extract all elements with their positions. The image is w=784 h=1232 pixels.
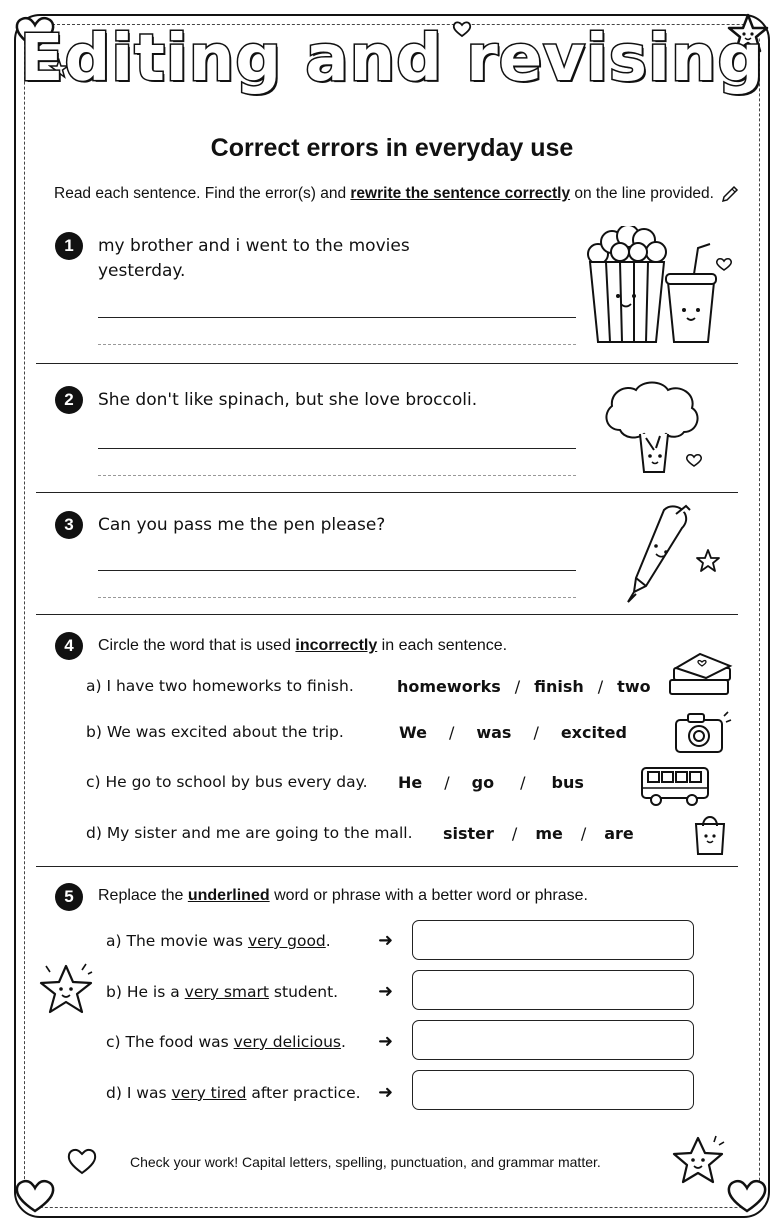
item-text-end: . xyxy=(325,932,331,950)
item-text-end: . xyxy=(341,1033,346,1051)
page-subtitle: Correct errors in everyday use xyxy=(210,134,574,162)
question-number: 1 xyxy=(55,232,83,260)
soda-cup-icon xyxy=(666,244,716,342)
question-number: 3 xyxy=(55,511,83,539)
section-divider xyxy=(36,614,738,615)
arrow-icon: ➜ xyxy=(378,1031,394,1052)
choice-separator: / xyxy=(444,773,450,792)
heart-icon xyxy=(726,1176,768,1216)
section-5-text: Replace the xyxy=(98,887,188,904)
answer-line-1[interactable] xyxy=(98,317,576,318)
answer-guide-line-3 xyxy=(98,597,576,598)
question-number: 4 xyxy=(55,632,83,660)
arrow-icon: ➜ xyxy=(378,930,394,951)
choice-word[interactable]: We xyxy=(399,723,427,742)
item-text-end: student. xyxy=(268,983,339,1001)
section-4-choices-c xyxy=(398,773,584,792)
item-text: b) He is a xyxy=(106,983,185,1001)
section-5-item-a xyxy=(106,932,331,950)
shopping-bag-icon xyxy=(690,808,730,858)
section-4-item-b: b) We was excited about the trip. xyxy=(86,723,344,741)
section-5-text-end: word or phrase with a better word or phrase. xyxy=(269,887,588,904)
question-3-text: Can you pass me the pen please? xyxy=(98,515,386,535)
choice-word[interactable]: was xyxy=(476,723,512,742)
choice-word[interactable]: two xyxy=(617,677,651,696)
camera-icon xyxy=(672,710,732,756)
instructions xyxy=(54,184,734,204)
section-4-item-c: c) He go to school by bus every day. xyxy=(86,773,368,791)
item-text: c) The food was xyxy=(106,1033,234,1051)
section-4-text-end: in each sentence. xyxy=(377,637,508,654)
popcorn-icon xyxy=(584,226,736,348)
section-4-item-d: d) My sister and me are going to the mall. xyxy=(86,824,413,842)
choice-word[interactable]: me xyxy=(535,824,563,843)
question-1-text xyxy=(98,234,410,284)
choice-word[interactable]: sister xyxy=(443,824,494,843)
broccoli-icon xyxy=(600,378,710,482)
choice-separator: / xyxy=(520,773,526,792)
section-5-emphasis: underlined xyxy=(187,887,270,904)
answer-box-b[interactable] xyxy=(412,970,694,1010)
section-4-choices-a xyxy=(397,677,651,696)
question-1-line-2: yesterday. xyxy=(98,261,186,281)
bus-icon xyxy=(638,762,714,810)
underlined-phrase: very smart xyxy=(184,983,269,1001)
section-4-choices-b xyxy=(399,723,627,742)
star-icon xyxy=(670,1132,728,1188)
star-icon xyxy=(36,958,98,1020)
choice-separator: / xyxy=(448,723,455,742)
section-divider xyxy=(36,866,738,867)
section-divider xyxy=(36,363,738,364)
section-divider xyxy=(36,492,738,493)
answer-box-c[interactable] xyxy=(412,1020,694,1060)
item-text: a) The movie was xyxy=(106,932,248,950)
question-number: 5 xyxy=(55,883,83,911)
choice-word[interactable]: He xyxy=(398,773,423,792)
section-5-item-c xyxy=(106,1033,346,1051)
question-2-text: She don't like spinach, but she love broccoli. xyxy=(98,390,478,410)
answer-line-3[interactable] xyxy=(98,570,576,571)
page-title: Editing and revising xyxy=(19,22,765,96)
section-4-emphasis: incorrectly xyxy=(295,637,378,654)
answer-box-d[interactable] xyxy=(412,1070,694,1110)
underlined-phrase: very delicious xyxy=(233,1033,342,1051)
choice-word[interactable]: are xyxy=(604,824,634,843)
arrow-icon: ➜ xyxy=(378,981,394,1002)
underlined-phrase: very good xyxy=(247,932,326,950)
choice-separator: / xyxy=(533,723,539,742)
section-5-item-b xyxy=(106,983,338,1001)
choice-separator: / xyxy=(511,824,518,843)
choice-word[interactable]: bus xyxy=(551,773,584,792)
choice-word[interactable]: go xyxy=(471,773,495,792)
section-5-item-d xyxy=(106,1084,361,1102)
question-1-line-1: my brother and i went to the movies xyxy=(98,236,410,256)
section-4-instructions xyxy=(98,637,507,655)
answer-guide-line-1 xyxy=(98,344,576,345)
choice-separator: / xyxy=(597,677,604,696)
underlined-phrase: very tired xyxy=(171,1084,247,1102)
pen-icon xyxy=(616,502,726,606)
question-number: 2 xyxy=(55,386,83,414)
instructions-emphasis: rewrite the sentence correctly xyxy=(350,185,571,203)
section-4-choices-d xyxy=(443,824,634,843)
books-icon xyxy=(664,648,736,700)
item-text-end: after practice. xyxy=(246,1084,361,1102)
section-4-item-a: a) I have two homeworks to finish. xyxy=(86,677,354,695)
choice-word[interactable]: excited xyxy=(560,723,627,742)
heart-icon xyxy=(66,1146,98,1176)
choice-word[interactable]: finish xyxy=(534,677,584,696)
choice-separator: / xyxy=(580,824,587,843)
section-5-instructions xyxy=(98,887,588,905)
answer-guide-line-2 xyxy=(98,475,576,476)
item-text: d) I was xyxy=(106,1084,172,1102)
answer-box-a[interactable] xyxy=(412,920,694,960)
instructions-text-end: on the line provided. xyxy=(570,185,714,203)
choice-separator: / xyxy=(514,677,521,696)
footer-note: Check your work! Capital letters, spelling, punctuation, and grammar matter. xyxy=(130,1154,601,1170)
instructions-text: Read each sentence. Find the error(s) and xyxy=(54,185,351,203)
heart-icon xyxy=(14,1176,56,1216)
pencil-icon xyxy=(720,184,740,204)
section-4-text: Circle the word that is used xyxy=(98,637,296,654)
arrow-icon: ➜ xyxy=(378,1082,394,1103)
answer-line-2[interactable] xyxy=(98,448,576,449)
choice-word[interactable]: homeworks xyxy=(397,677,501,696)
